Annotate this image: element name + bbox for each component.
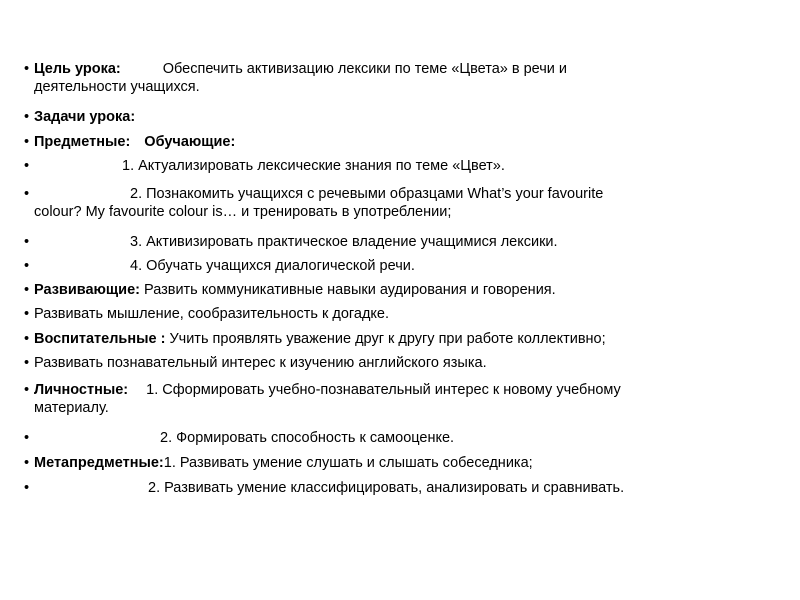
goal-text: Обеспечить активизацию лексики по теме «Цвета» в речи и <box>162 61 568 77</box>
meta-item <box>24 454 776 472</box>
bullet: • <box>24 61 30 77</box>
teaching-task-4-text: 4. Обучать учащихся диалогической речи. <box>130 258 415 274</box>
bullet: • <box>24 480 30 496</box>
teaching-task-2-text: 2. Познакомить учащихся с речевыми образцами What’s your favourite <box>130 186 604 202</box>
personal-text-continued: материалу. <box>34 400 109 416</box>
teaching-task-3 <box>24 233 776 251</box>
goal-item <box>24 60 776 96</box>
meta-label: Метапредметные: <box>34 455 164 471</box>
thinking-item <box>24 305 776 323</box>
developing-item <box>24 281 776 299</box>
meta-task-2-text: 2. Развивать умение классифицировать, анализировать и сравнивать. <box>148 480 625 496</box>
personal-text: 1. Сформировать учебно-познавательный интерес к новому учебному <box>146 382 621 398</box>
personal-task-2 <box>24 429 776 447</box>
bullet: • <box>24 258 30 274</box>
bullet: • <box>24 331 30 347</box>
interest-item <box>24 354 776 372</box>
teaching-task-2 <box>24 185 776 221</box>
bullet: • <box>24 109 30 125</box>
educational-label: Воспитательные : <box>34 331 166 347</box>
meta-text: 1. Развивать умение слушать и слышать собеседника; <box>163 455 533 471</box>
bullet: • <box>24 306 30 322</box>
teaching-label: Обучающие: <box>144 134 236 150</box>
bullet: • <box>24 430 30 446</box>
subject-heading-item <box>24 133 776 151</box>
developing-label: Развивающие: <box>34 282 140 298</box>
bullet: • <box>24 186 30 202</box>
teaching-task-2-text-continued: colour? My favourite colour is… и тренировать в употреблении; <box>34 204 452 220</box>
bullet: • <box>24 134 30 150</box>
subject-label: Предметные: <box>34 134 131 150</box>
personal-label: Личностные: <box>34 382 129 398</box>
bullet: • <box>24 382 30 398</box>
bullet: • <box>24 355 30 371</box>
educational-text: Учить проявлять уважение друг к другу при работе коллективно; <box>169 331 606 347</box>
educational-item <box>24 330 776 348</box>
personal-item <box>24 381 776 417</box>
teaching-task-1 <box>24 157 776 175</box>
interest-text: Развивать познавательный интерес к изучению английского языка. <box>34 355 487 371</box>
teaching-task-1-text: 1. Актуализировать лексические знания по теме «Цвет». <box>122 158 505 174</box>
developing-text: Развить коммуникативные навыки аудирования и говорения. <box>144 282 556 298</box>
bullet: • <box>24 158 30 174</box>
bullet: • <box>24 282 30 298</box>
personal-task-2-text: 2. Формировать способность к самооценке. <box>160 430 455 446</box>
goal-label: Цель урока: <box>34 61 121 77</box>
goal-text-continued: деятельности учащихся. <box>34 79 200 95</box>
teaching-task-4 <box>24 257 776 275</box>
bullet: • <box>24 455 30 471</box>
tasks-heading-item <box>24 108 776 126</box>
teaching-task-3-text: 3. Активизировать практическое владение учащимися лексики. <box>130 234 558 250</box>
meta-task-2 <box>24 479 776 497</box>
thinking-text: Развивать мышление, сообразительность к догадке. <box>34 306 390 322</box>
bullet: • <box>24 234 30 250</box>
tasks-heading: Задачи урока: <box>34 109 136 125</box>
